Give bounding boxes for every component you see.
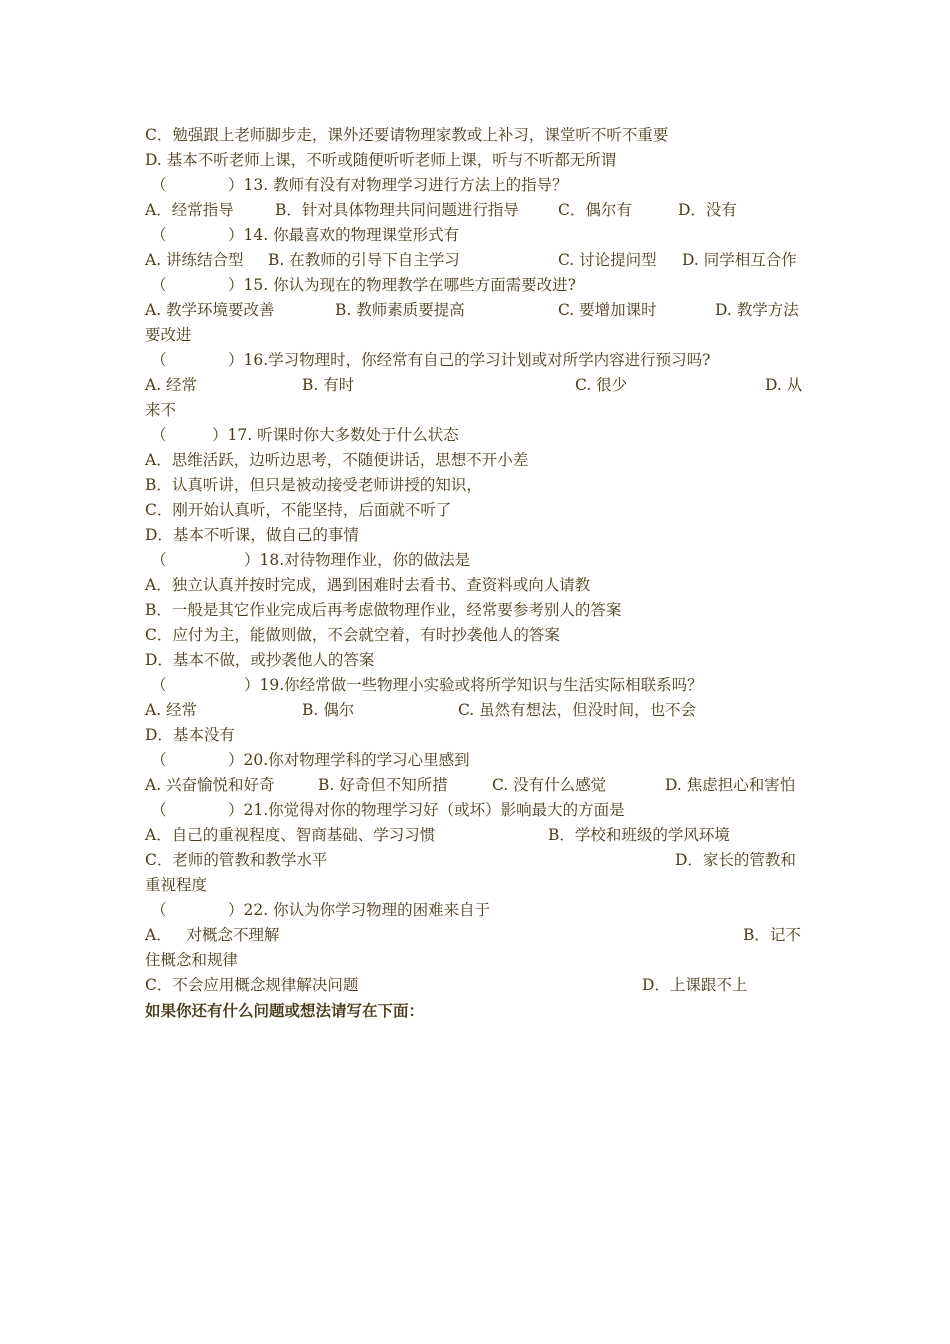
- option-d: D．基本不听课，做自己的事情: [145, 526, 359, 544]
- option-c: C．刚开始认真听，不能坚持，后面就不听了: [145, 501, 452, 519]
- option-d: D．上课跟不上: [642, 976, 748, 994]
- answer-bracket: （: [151, 751, 167, 769]
- option-c: C．不会应用概念规律解决问题: [145, 976, 359, 994]
- question-13-options: [145, 198, 807, 223]
- continuation-line: [145, 323, 807, 348]
- option-d: D．没有: [678, 201, 737, 219]
- option-line: [145, 498, 807, 523]
- option-c: C. 讨论提问型: [558, 251, 657, 269]
- option-b: B．记不: [743, 926, 801, 944]
- option-b: B. 有时: [302, 376, 355, 394]
- option-d: D. 焦虑担心和害怕: [665, 776, 796, 794]
- answer-bracket: （: [151, 801, 167, 819]
- continuation-text: 重视程度: [145, 876, 208, 894]
- question-21: [145, 798, 807, 823]
- option-line: [145, 523, 807, 548]
- option-b: B．针对具体物理共同问题进行指导: [275, 201, 519, 219]
- question-text: ）17. 听课时你大多数处于什么状态: [212, 426, 459, 444]
- answer-bracket: （: [151, 276, 167, 294]
- option-b: B. 偶尔: [302, 701, 355, 719]
- question-22-options-cd: [145, 973, 807, 998]
- question-22-options-ab: [145, 923, 807, 948]
- answer-bracket: （: [151, 226, 167, 244]
- option-b: B. 教师素质要提高: [335, 301, 465, 319]
- option-b: B．一般是其它作业完成后再考虑做物理作业，经常要参考别人的答案: [145, 601, 622, 619]
- question-14: [145, 223, 807, 248]
- question-14-options: [145, 248, 807, 273]
- question-21-options-ab: [145, 823, 807, 848]
- option-a: A．经常指导: [145, 201, 234, 219]
- question-19: [145, 673, 807, 698]
- question-text: ）13. 教师有没有对物理学习进行方法上的指导？: [228, 176, 568, 194]
- option-line: [145, 148, 807, 173]
- question-text: ）15. 你认为现在的物理教学在哪些方面需要改进?: [228, 276, 576, 294]
- option-d: D. 从: [765, 376, 803, 394]
- question-text: ）16.学习物理时，你经常有自己的学习计划或对所学内容进行预习吗?: [228, 351, 711, 369]
- option-a: A. 经常: [145, 701, 198, 719]
- question-16-options: [145, 373, 807, 398]
- option-b: B．认真听讲，但只是被动接受老师讲授的知识，: [145, 476, 482, 494]
- option-a: A. 教学环境要改善: [145, 301, 275, 319]
- option-a: A． 对概念不理解: [145, 926, 280, 944]
- answer-bracket: （: [151, 551, 167, 569]
- answer-bracket: （: [151, 676, 167, 694]
- option-a: A. 兴奋愉悦和好奇: [145, 776, 275, 794]
- option-c: C．勉强跟上老师脚步走，课外还要请物理家教或上补习，课堂听不听不重要: [145, 126, 669, 144]
- option-d: D. 同学相互合作: [682, 251, 797, 269]
- option-line: [145, 598, 807, 623]
- option-c: C．老师的管教和教学水平: [145, 851, 328, 869]
- option-d: D．家长的管教和: [675, 851, 796, 869]
- option-d: D．基本没有: [145, 726, 235, 744]
- option-a: A. 讲练结合型: [145, 251, 244, 269]
- continuation-line: [145, 873, 807, 898]
- option-b: B. 在教师的引导下自主学习: [268, 251, 460, 269]
- question-text: ）19.你经常做一些物理小实验或将所学知识与生活实际相联系吗？: [244, 676, 703, 694]
- answer-bracket: （: [151, 901, 167, 919]
- option-d: D. 教学方法: [715, 301, 799, 319]
- continuation-text: 来不: [145, 401, 177, 419]
- question-text: ）14. 你最喜欢的物理课堂形式有: [228, 226, 460, 244]
- question-17: [145, 423, 807, 448]
- closing-prompt: [145, 998, 807, 1023]
- question-text: ）21.你觉得对你的物理学习好（或坏）影响最大的方面是: [228, 801, 625, 819]
- option-c: C. 很少: [575, 376, 628, 394]
- question-text: ）20.你对物理学科的学习心里感到: [228, 751, 470, 769]
- question-21-options-cd: [145, 848, 807, 873]
- closing-text: 如果你还有什么问题或想法请写在下面：: [145, 1001, 425, 1020]
- question-text: ）22. 你认为你学习物理的困难来自于: [228, 901, 491, 919]
- answer-bracket: （: [151, 351, 167, 369]
- option-a: A．独立认真并按时完成，遇到困难时去看书、查资料或向人请教: [145, 576, 591, 594]
- option-line: [145, 123, 807, 148]
- question-20: [145, 748, 807, 773]
- option-d: D. 基本不听老师上课，不听或随便听听老师上课，听与不听都无所谓: [145, 151, 617, 169]
- continuation-line: [145, 398, 807, 423]
- option-a: A. 经常: [145, 376, 198, 394]
- option-line: [145, 623, 807, 648]
- option-d: D．基本不做，或抄袭他人的答案: [145, 651, 375, 669]
- option-c: C. 没有什么感觉: [492, 776, 607, 794]
- answer-bracket: （: [151, 176, 167, 194]
- option-line: [145, 648, 807, 673]
- question-16: [145, 348, 807, 373]
- option-a: A．自己的重视程度、智商基础、学习习惯: [145, 826, 436, 844]
- question-19-options: [145, 698, 807, 723]
- question-13: [145, 173, 807, 198]
- option-a: A．思维活跃，边听边思考，不随便讲话，思想不开小差: [145, 451, 529, 469]
- option-b: B. 好奇但不知所措: [318, 776, 448, 794]
- option-c: C．偶尔有: [558, 201, 632, 219]
- question-text: ）18.对待物理作业，你的做法是: [244, 551, 471, 569]
- option-line: [145, 473, 807, 498]
- question-18: [145, 548, 807, 573]
- option-c: C. 虽然有想法，但没时间，也不会: [458, 701, 697, 719]
- continuation-text: 住概念和规律: [145, 951, 239, 969]
- continuation-line: [145, 948, 807, 973]
- option-line: [145, 723, 807, 748]
- option-line: [145, 448, 807, 473]
- answer-bracket: （: [151, 426, 167, 444]
- question-15: [145, 273, 807, 298]
- option-c: C. 要增加课时: [558, 301, 657, 319]
- question-22: [145, 898, 807, 923]
- continuation-text: 要改进: [145, 326, 192, 344]
- option-b: B．学校和班级的学风环境: [548, 826, 730, 844]
- question-20-options: [145, 773, 807, 798]
- option-c: C．应付为主，能做则做，不会就空着，有时抄袭他人的答案: [145, 626, 560, 644]
- option-line: [145, 573, 807, 598]
- question-15-options: [145, 298, 807, 323]
